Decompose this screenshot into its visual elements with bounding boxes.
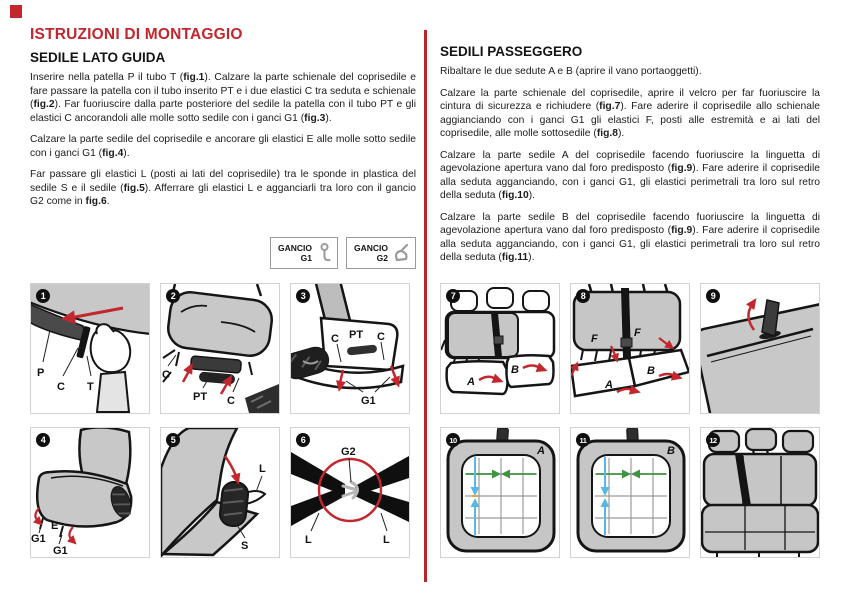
figure-label: B	[647, 365, 655, 377]
left-column	[30, 26, 416, 217]
figure-5-panel	[160, 427, 280, 558]
figure-label: C	[331, 333, 339, 345]
hook-g2-label: GANCIO	[354, 243, 388, 253]
figure-label: G1	[53, 545, 68, 557]
hook-legend-row	[30, 237, 416, 269]
figure-label: L	[305, 534, 312, 546]
figure-label: T	[87, 381, 94, 393]
figure-4-panel	[30, 427, 150, 558]
figure-6-panel	[290, 427, 410, 558]
figure-2-panel	[160, 283, 280, 414]
right-paragraph-4: Calzare la parte sedile B del coprisedile facendo fuoriuscire la linguetta di agevolazione apertura vano dal foro predisposto (fig.9). Fare aderire il coprisedile alla seduta agganciando, con i ganci G1, gli elastici perimetrali tra loro sul retro della seduta (fig.11).	[440, 211, 820, 263]
figure-1-panel	[30, 283, 150, 414]
figure-label: F	[591, 333, 598, 345]
page-title: ISTRUZIONI DI MONTAGGIO	[30, 26, 243, 43]
figure-number-badge: 1	[36, 289, 50, 303]
hook-g1-box	[270, 237, 338, 269]
figure-4-illustration	[31, 428, 149, 557]
figure-10-illustration	[441, 428, 559, 557]
figure-label: PT	[349, 329, 364, 341]
right-column	[440, 44, 820, 273]
corner-mark	[10, 5, 22, 18]
left-figure-grid	[30, 283, 410, 558]
figure-number-badge: 12	[706, 433, 720, 447]
figure-label: E	[51, 520, 59, 532]
figure-8-illustration	[571, 284, 689, 413]
hook-g1-code: G1	[300, 253, 312, 263]
figure-11-panel	[570, 427, 690, 558]
figure-number-badge: 9	[706, 289, 720, 303]
figure-label: L	[383, 534, 390, 546]
figure-label: S	[241, 540, 249, 552]
figure-label: A	[605, 379, 613, 391]
hook-g2-code: G2	[376, 253, 388, 263]
figure-10-panel	[440, 427, 560, 558]
figure-9-illustration	[701, 284, 819, 413]
figure-number-badge: 8	[576, 289, 590, 303]
figure-5-illustration	[161, 428, 279, 557]
figure-11-illustration	[571, 428, 689, 557]
figure-number-badge: 6	[296, 433, 310, 447]
figure-number-badge: 3	[296, 289, 310, 303]
figure-label: PT	[193, 391, 208, 403]
figure-label: C	[377, 331, 385, 343]
figure-number-badge: 4	[36, 433, 50, 447]
figure-label: F	[634, 327, 641, 339]
figure-label: B	[511, 364, 519, 376]
hook-g1-label: GANCIO	[278, 243, 312, 253]
figure-label: A	[467, 376, 475, 388]
figure-1-illustration	[31, 284, 149, 413]
figure-number-badge: 11	[576, 433, 590, 447]
hook-g2-box	[346, 237, 416, 269]
figure-12-illustration	[701, 428, 819, 557]
column-divider	[424, 30, 427, 582]
figure-number-badge: 10	[446, 433, 460, 447]
figure-label: C	[162, 369, 170, 381]
left-paragraph-2: Calzare la parte sedile del coprisedile e ancorare gli elastici E alle molle sotto sedile con i ganci G1 (fig.4).	[30, 134, 416, 159]
figure-label: P	[37, 367, 45, 379]
figure-label: B	[667, 445, 675, 457]
figure-number-badge: 2	[166, 289, 180, 303]
right-section-heading: SEDILI PASSEGGERO	[440, 44, 583, 59]
hook-g1-icon	[317, 242, 332, 264]
figure-9-panel	[700, 283, 820, 414]
figure-2-illustration	[161, 284, 279, 413]
right-paragraph-1: Ribaltare le due sedute A e B (aprire il vano portaoggetti).	[440, 66, 702, 77]
hook-g2-icon	[393, 242, 410, 264]
right-figure-grid	[440, 283, 820, 558]
figure-label: C	[57, 381, 65, 393]
figure-label: A	[537, 445, 545, 457]
figure-12-panel	[700, 427, 820, 558]
figure-number-badge: 7	[446, 289, 460, 303]
figure-3-illustration	[291, 284, 409, 413]
left-section-heading: SEDILE LATO GUIDA	[30, 50, 166, 65]
figure-label: L	[259, 463, 266, 475]
figure-6-illustration	[291, 428, 409, 557]
left-paragraph-1: Inserire nella patella P il tubo T (fig.1). Calzare la parte schienale del coprisedile e fare passare la patella con il tubo inserito PT e i due elastici C tra seduta e schienale (fig.2). Far fuoriuscire dalla parte posteriore del sedile la patella con il tubo PT e gli elastici C ancorandoli alle molle sotto sedile con i ganci G1 (fig.3).	[30, 72, 416, 124]
left-paragraph-3: Far passare gli elastici L (posti ai lati del coprisedile) tra le sponde in plastica del sedile S e il sedile (fig.5). Afferrare gli elastici L e agganciarli tra loro con il gancio G2 come in fig.6.	[30, 169, 416, 207]
figure-3-panel	[290, 283, 410, 414]
figure-7-panel	[440, 283, 560, 414]
figure-label: G1	[361, 395, 376, 407]
figure-8-panel	[570, 283, 690, 414]
figure-label: G2	[341, 446, 356, 458]
figure-7-illustration	[441, 284, 559, 413]
figure-label: C	[227, 395, 235, 407]
right-paragraph-2: Calzare la parte schienale del coprisedile, aprire il velcro per far fuoriuscire la cintura di sicurezza e richiudere (fig.7). Fare aderire il coprisedile allo schienale aggianciando con i ganci G1 gli elastici F, posti alle estremità e ai lati del coprisedile, alle molle sottosedile (fig.8).	[440, 87, 820, 139]
figure-number-badge: 5	[166, 433, 180, 447]
figure-label: G1	[31, 533, 46, 545]
right-paragraph-3: Calzare la parte sedile A del coprisedile facendo fuoriuscire la linguetta di agevolazione apertura vano dal foro predisposto (fig.9). Fare aderire il coprisedile alla seduta agganciando, con i ganci G1, gli elastici perimetrali tra loro sul retro della seduta (fig.10).	[440, 149, 820, 201]
